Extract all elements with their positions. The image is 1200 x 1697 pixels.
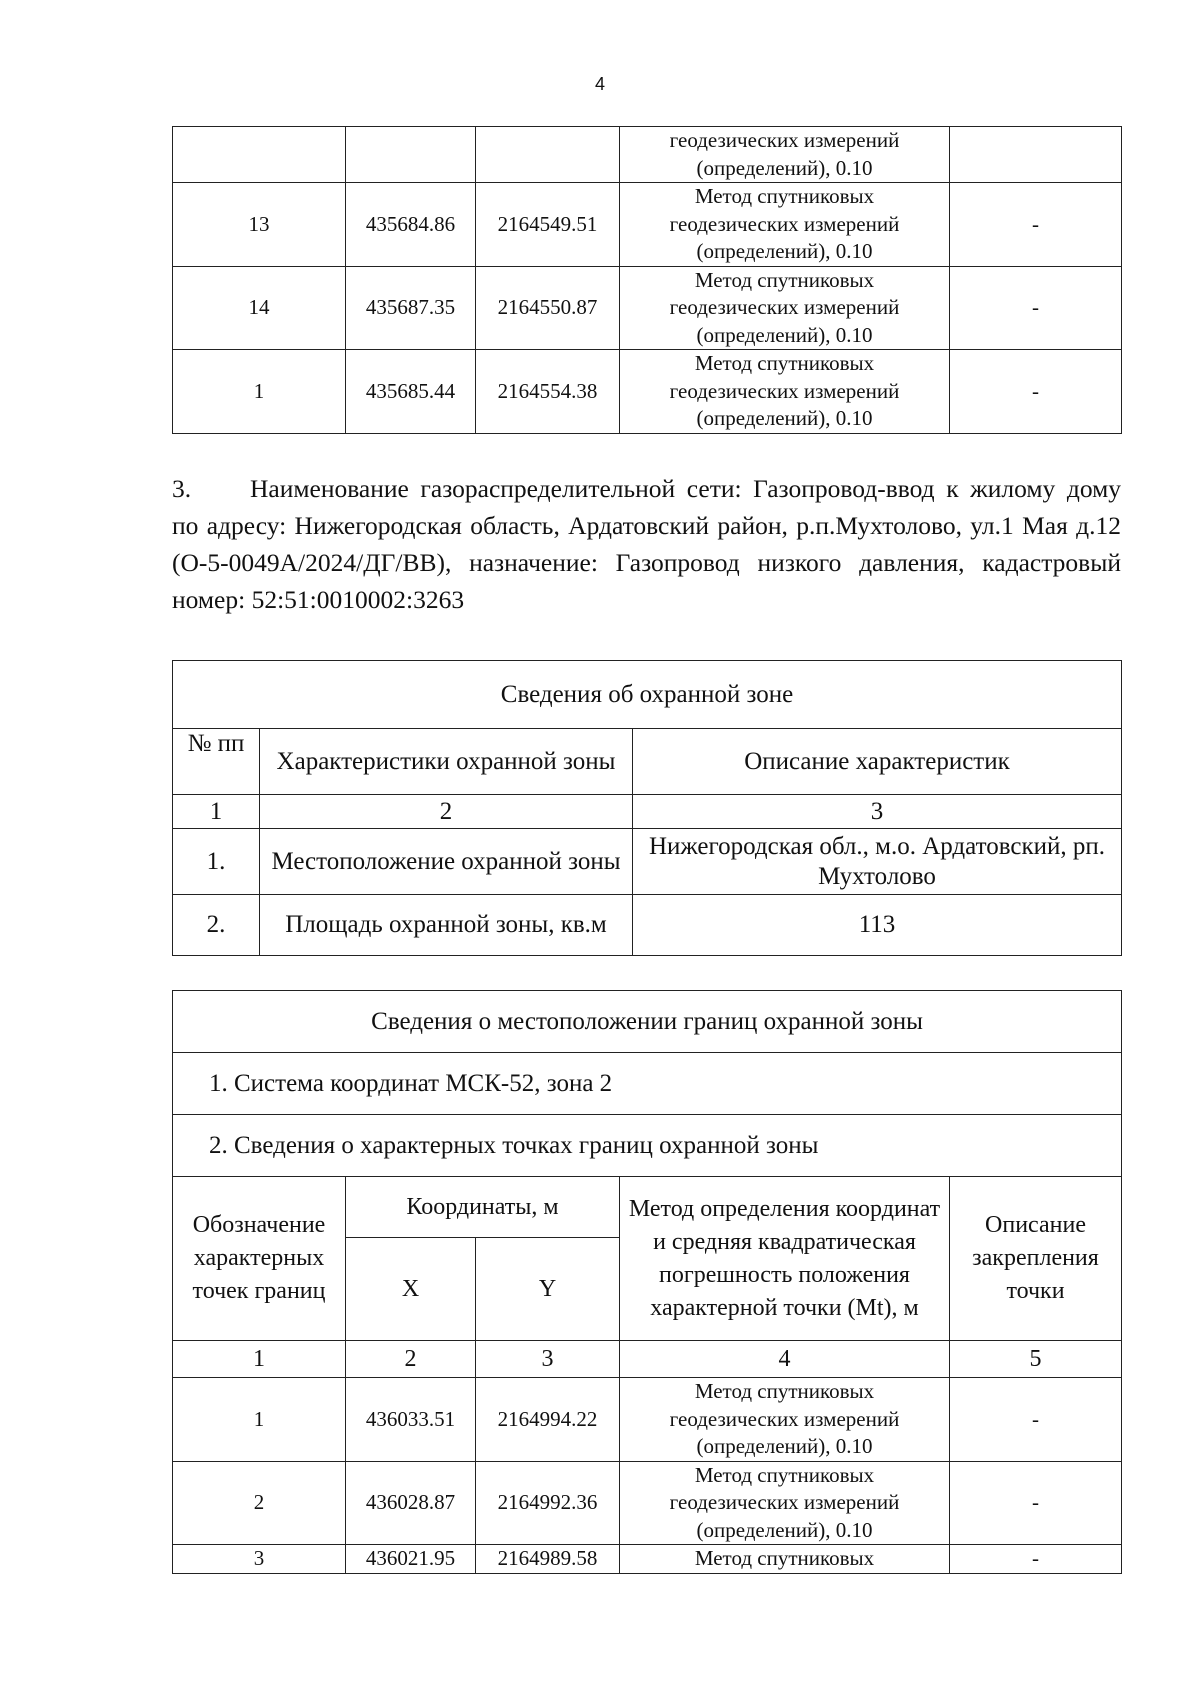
boundary-points-table — [172, 990, 1122, 1574]
col-num-5: 5 — [950, 1341, 1122, 1378]
y-coordinate-cell: 2164550.87 — [476, 266, 620, 350]
row-2-number: 2. — [173, 895, 260, 956]
x-coordinate-cell: 435687.35 — [346, 266, 476, 350]
col-num-3: 3 — [633, 795, 1122, 829]
method-line: геодезических измерений — [669, 128, 900, 152]
header-fixing-description: Описание закрепления точки — [950, 1177, 1122, 1341]
point-number-cell: 14 — [173, 266, 346, 350]
zone-info-table — [172, 660, 1122, 956]
section-text: Наименование газораспределительной сети: Газопровод-ввод к жилому дому по адресу: Нижегородская область, Ардатовский район, р.п.Мухтолово, ул.1 Мая д.12 (О-5-0049А/2024/ДГ/ВВ), назначение: Газопровод низкого давления, кадастровый номер: 52:51:0010002:3263 — [172, 474, 1121, 614]
col-num-1: 1 — [173, 795, 260, 829]
x-coordinate-cell: 435685.44 — [346, 350, 476, 434]
col-num-3: 3 — [476, 1341, 620, 1378]
point-number-cell: 2 — [173, 1461, 346, 1545]
point-number-cell: 3 — [173, 1545, 346, 1574]
fixing-description-cell: - — [950, 183, 1122, 267]
col-num-2: 2 — [260, 795, 633, 829]
header-description: Описание характеристик — [633, 729, 1122, 795]
table-row — [173, 350, 1122, 434]
y-coordinate-cell: 2164989.58 — [476, 1545, 620, 1574]
method-line: Метод спутниковых — [694, 1462, 875, 1487]
points-info-line: 2. Сведения о характерных точках границ охранной зоны — [173, 1115, 1122, 1177]
table-row — [173, 266, 1122, 350]
section-number: 3. — [172, 474, 192, 503]
header-y: Y — [476, 1238, 620, 1341]
header-coordinates: Координаты, м — [346, 1177, 620, 1238]
page-number: 4 — [594, 74, 605, 94]
header-x: X — [346, 1238, 476, 1341]
method-line: (определений), 0.10 — [696, 1434, 873, 1458]
method-line: Метод спутниковых — [694, 1546, 875, 1570]
x-coordinate-cell: 436021.95 — [346, 1545, 476, 1574]
method-cell — [620, 127, 950, 183]
method-cell — [620, 1378, 950, 1462]
fixing-description-cell: - — [950, 350, 1122, 434]
section-3-paragraph — [172, 470, 1121, 618]
method-line: геодезических измерений — [669, 211, 900, 236]
table-row — [173, 183, 1122, 267]
table-row — [173, 1461, 1122, 1545]
row-1-value: Нижегородская обл., м.о. Ардатовский, рп. Мухтолово — [633, 829, 1122, 895]
table-row — [173, 127, 1122, 183]
y-coordinate-cell: 2164549.51 — [476, 183, 620, 267]
col-num-1: 1 — [173, 1341, 346, 1378]
method-line: (определений), 0.10 — [696, 239, 873, 263]
row-2-name: Площадь охранной зоны, кв.м — [260, 895, 633, 956]
method-cell — [620, 1461, 950, 1545]
y-coordinate-cell: 2164994.22 — [476, 1378, 620, 1462]
method-line: геодезических измерений — [669, 1406, 900, 1431]
header-characteristics: Характеристики охранной зоны — [260, 729, 633, 795]
point-number-cell: 1 — [173, 350, 346, 434]
fixing-description-cell: - — [950, 1378, 1122, 1462]
point-number-cell: 1 — [173, 1378, 346, 1462]
method-line: геодезических измерений — [669, 295, 900, 319]
fixing-description-cell: - — [950, 1545, 1122, 1574]
coordinate-system-line: 1. Система координат МСК-52, зона 2 — [173, 1053, 1122, 1115]
x-coordinate-cell: 436033.51 — [346, 1378, 476, 1462]
method-line: геодезических измерений — [669, 378, 900, 403]
header-number: № пп — [173, 729, 260, 795]
col-num-4: 4 — [620, 1341, 950, 1378]
row-1-name: Местоположение охранной зоны — [260, 829, 633, 895]
coordinates-table-continued — [172, 126, 1122, 434]
method-line: Метод спутниковых — [694, 351, 875, 375]
point-number-cell: 13 — [173, 183, 346, 267]
fixing-description-cell: - — [950, 1461, 1122, 1545]
method-line: Метод спутниковых — [694, 1379, 875, 1403]
x-coordinate-cell: 436028.87 — [346, 1461, 476, 1545]
method-cell — [620, 1545, 950, 1574]
method-line: геодезических измерений — [669, 1490, 900, 1514]
method-line: Метод спутниковых — [694, 267, 875, 292]
row-1-number: 1. — [173, 829, 260, 895]
method-cell — [620, 350, 950, 434]
method-line: (определений), 0.10 — [696, 155, 873, 180]
method-line: Метод спутниковых — [694, 184, 875, 208]
method-cell — [620, 183, 950, 267]
y-coordinate-cell — [476, 127, 620, 183]
fixing-description-cell: - — [950, 266, 1122, 350]
method-line: (определений), 0.10 — [696, 322, 873, 347]
row-2-value: 113 — [633, 895, 1122, 956]
header-point-designation: Обозначение характерных точек границ — [173, 1177, 346, 1341]
col-num-2: 2 — [346, 1341, 476, 1378]
table-row — [173, 1378, 1122, 1462]
point-number-cell — [173, 127, 346, 183]
y-coordinate-cell: 2164554.38 — [476, 350, 620, 434]
fixing-description-cell — [950, 127, 1122, 183]
y-coordinate-cell: 2164992.36 — [476, 1461, 620, 1545]
bounds-table-title: Сведения о местоположении границ охранной зоны — [173, 991, 1122, 1053]
header-method: Метод определения координат и средняя квадратическая погрешность положения характерной точки (Mt), м — [620, 1177, 950, 1341]
method-line: (определений), 0.10 — [696, 1517, 873, 1542]
table-row — [173, 1545, 1122, 1574]
method-line: (определений), 0.10 — [696, 406, 873, 430]
method-cell — [620, 266, 950, 350]
x-coordinate-cell: 435684.86 — [346, 183, 476, 267]
zone-table-title: Сведения об охранной зоне — [173, 661, 1122, 729]
x-coordinate-cell — [346, 127, 476, 183]
